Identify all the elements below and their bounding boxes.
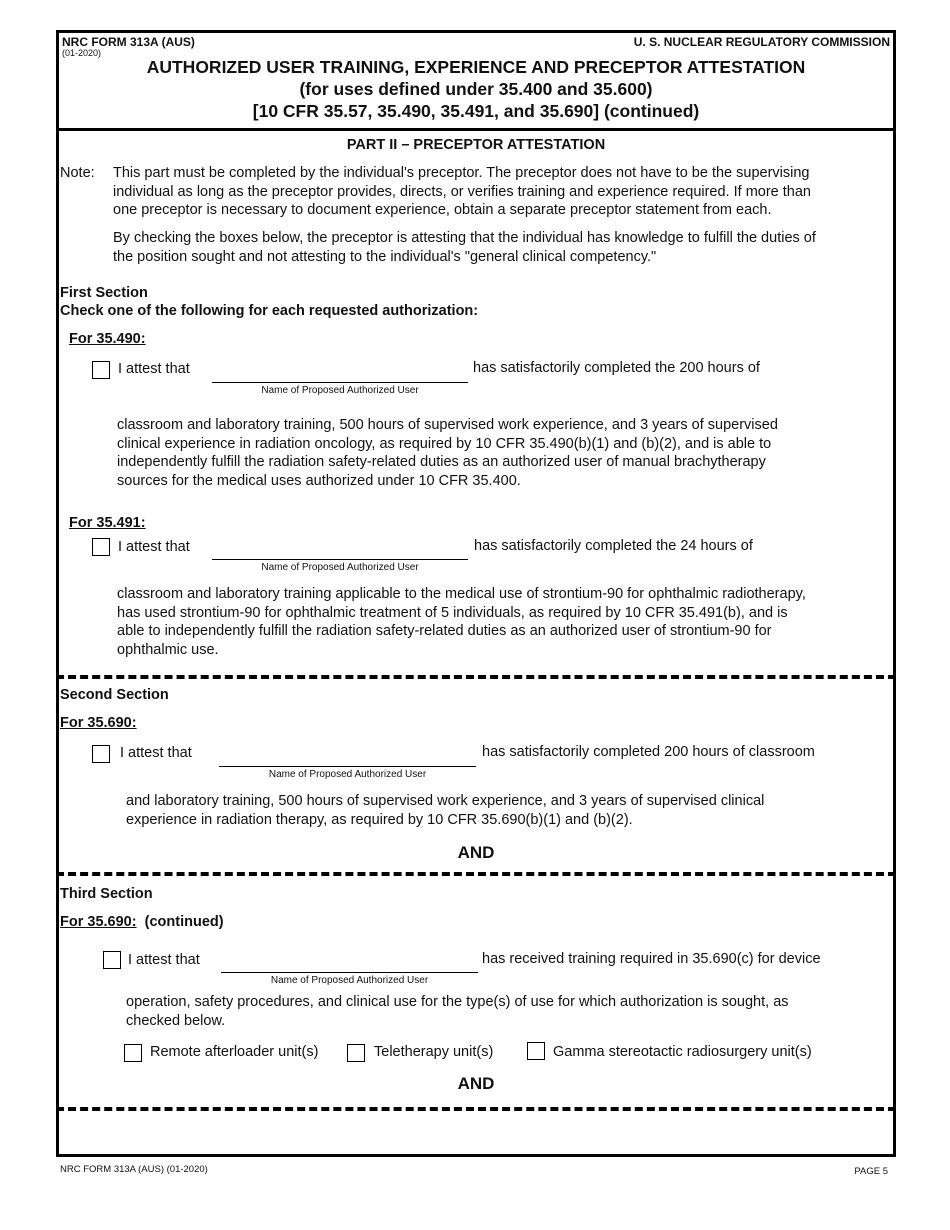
first-section-title: First Section <box>60 285 148 301</box>
form-date: (01-2020) <box>62 48 102 58</box>
body-line: experience in radiation therapy, as required by 10 CFR 35.690(b)(1) and (b)(2). <box>126 811 633 828</box>
body-line: and laboratory training, 500 hours of supervised work experience, and 3 years of supervised clinical <box>126 793 765 809</box>
heading-continued-suffix: (continued) <box>144 914 224 930</box>
checkbox-35-491[interactable] <box>92 538 110 556</box>
attest-label: I attest that <box>118 539 190 555</box>
checkbox-teletherapy[interactable] <box>347 1044 365 1062</box>
body-line: has used strontium-90 for ophthalmic treatment of 5 individuals, as required by 10 CFR 35.491(b), and is <box>117 604 788 621</box>
checkbox-35-690-c[interactable] <box>103 951 121 969</box>
body-line: able to independently fulfill the radiation safety-related duties as an authorized user of strontium-90 for <box>117 623 772 639</box>
form-title-line1: AUTHORIZED USER TRAINING, EXPERIENCE AND PRECEPTOR ATTESTATION <box>146 57 806 77</box>
name-caption: Name of Proposed Authorized User <box>261 562 419 573</box>
after-name-text: has received training required in 35.690(c) for device <box>482 951 821 967</box>
body-line: classroom and laboratory training applicable to the medical use of strontium-90 for ophthalmic radiotherapy, <box>117 586 806 602</box>
form-title-line3: [10 CFR 35.57, 35.490, 35.491, and 35.690] (continued) <box>252 101 700 121</box>
note-label: Note: <box>60 165 95 181</box>
name-field-35-490[interactable] <box>212 382 468 383</box>
form-title-line2: (for uses defined under 35.400 and 35.600) <box>299 79 653 99</box>
body-line: independently fulfill the radiation safety-related duties as an authorized user of manual brachytherapy <box>117 454 766 470</box>
section-divider <box>56 675 896 679</box>
heading-35-690-continued <box>60 913 224 932</box>
checkbox-remote-afterloader[interactable] <box>124 1044 142 1062</box>
first-section-instruction: Check one of the following for each requested authorization: <box>60 303 479 319</box>
third-section-title: Third Section <box>60 886 153 902</box>
name-field-35-690-c[interactable] <box>221 972 478 973</box>
agency-name: U. S. NUCLEAR REGULATORY COMMISSION <box>633 35 890 49</box>
name-field-35-690-b[interactable] <box>219 766 476 767</box>
body-line: sources for the medical uses authorized under 10 CFR 35.400. <box>117 472 521 489</box>
section-divider <box>56 1107 896 1111</box>
note-line: This part must be completed by the individual's preceptor. The preceptor does not have to be the supervising <box>113 165 810 181</box>
name-caption: Name of Proposed Authorized User <box>268 769 427 780</box>
after-name-text: has satisfactorily completed the 24 hours of <box>474 538 753 554</box>
attest-label: I attest that <box>120 745 192 761</box>
footer-form-ref: NRC FORM 313A (AUS) (01-2020) <box>60 1164 208 1175</box>
attestation-explanation-line: the position sought and not attesting to the individual's "general clinical competency." <box>113 248 657 265</box>
heading-35-490: For 35.490: <box>69 331 146 347</box>
after-name-text: has satisfactorily completed the 200 hours of <box>473 360 760 376</box>
section-divider <box>56 872 896 876</box>
attest-label: I attest that <box>128 952 200 968</box>
body-line: checked below. <box>126 1012 226 1029</box>
body-line: ophthalmic use. <box>117 641 219 658</box>
name-caption: Name of Proposed Authorized User <box>270 975 429 986</box>
and-connector: AND <box>457 843 495 862</box>
body-line: clinical experience in radiation oncology, as required by 10 CFR 35.490(b)(1) and (b)(2), and is able to <box>117 435 772 452</box>
option-gamma-stereotactic: Gamma stereotactic radiosurgery unit(s) <box>553 1044 812 1060</box>
part-title: PART II – PRECEPTOR ATTESTATION <box>346 137 606 153</box>
attest-label: I attest that <box>118 361 190 377</box>
heading-35-690-label: For 35.690: <box>60 914 137 930</box>
body-line: classroom and laboratory training, 500 hours of supervised work experience, and 3 years of supervised <box>117 417 778 433</box>
header-divider <box>56 128 896 131</box>
checkbox-35-690-b[interactable] <box>92 745 110 763</box>
note-line: individual as long as the preceptor provides, directs, or verifies training and experience required. If more than <box>113 183 811 200</box>
heading-35-491: For 35.491: <box>69 515 146 531</box>
second-section-title: Second Section <box>60 687 169 703</box>
option-teletherapy: Teletherapy unit(s) <box>374 1044 494 1060</box>
name-caption: Name of Proposed Authorized User <box>261 385 419 396</box>
checkbox-35-490[interactable] <box>92 361 110 379</box>
body-line: operation, safety procedures, and clinical use for the type(s) of use for which authorization is sought, as <box>126 994 789 1010</box>
name-field-35-491[interactable] <box>212 559 468 560</box>
option-remote-afterloader: Remote afterloader unit(s) <box>150 1044 319 1060</box>
checkbox-gamma-stereotactic[interactable] <box>527 1042 545 1060</box>
attestation-explanation-line: By checking the boxes below, the preceptor is attesting that the individual has knowledge to fulfill the duties of <box>113 230 816 246</box>
and-connector: AND <box>457 1074 495 1093</box>
footer-page-number: PAGE 5 <box>854 1166 888 1177</box>
after-name-text: has satisfactorily completed 200 hours of classroom <box>482 744 815 760</box>
form-id: NRC FORM 313A (AUS) <box>62 35 195 49</box>
heading-35-690: For 35.690: <box>60 715 137 731</box>
note-line: one preceptor is necessary to document experience, obtain a separate preceptor statement from each. <box>113 202 772 218</box>
